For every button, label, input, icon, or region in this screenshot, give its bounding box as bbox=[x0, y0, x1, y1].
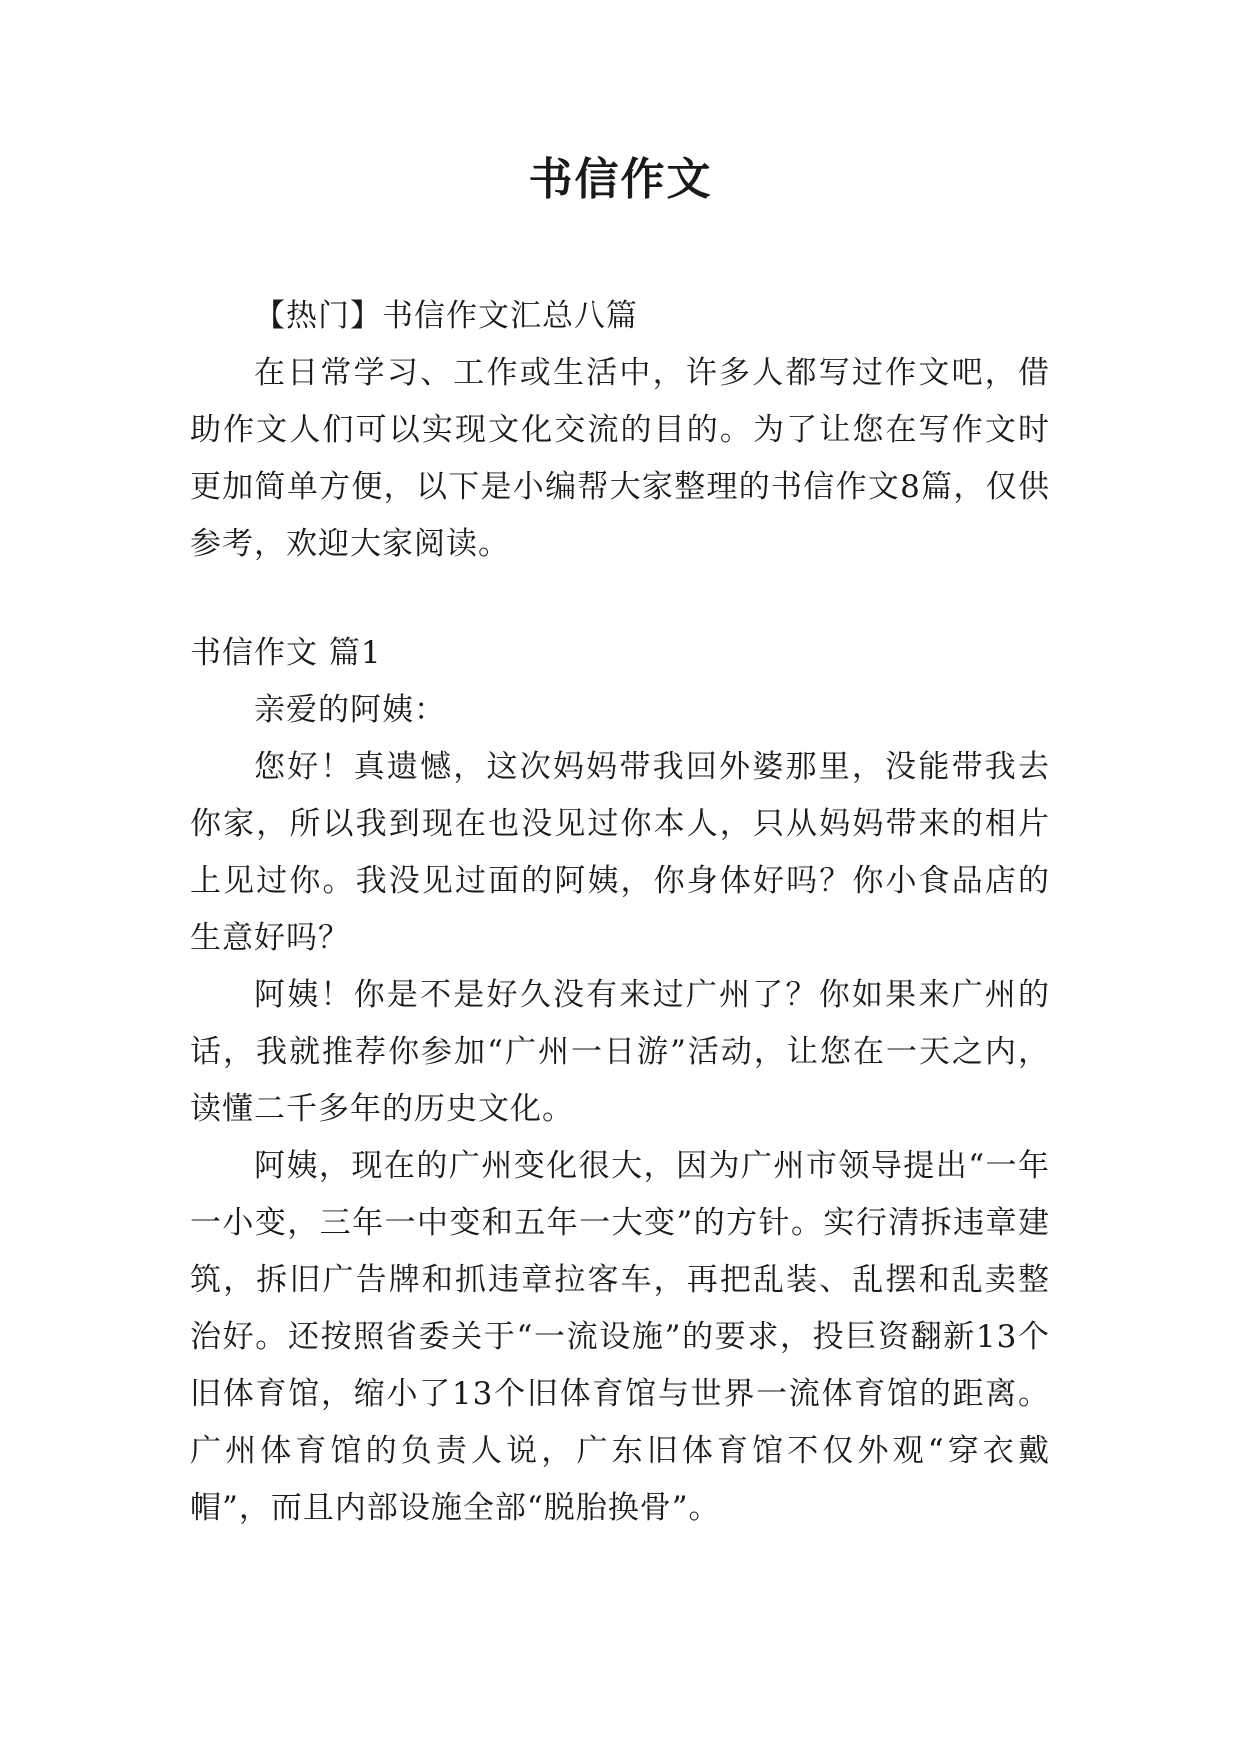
letter-paragraph: 阿姨！你是不是好久没有来过广州了？你如果来广州的话，我就推荐你参加“广州一日游”活动，让您在一天之内，读懂二千多年的历史文化。 bbox=[190, 977, 1050, 1127]
section-spacer bbox=[190, 573, 1050, 625]
intro-paragraph: 在日常学习、工作或生活中，许多人都写过作文吧，借助作文人们可以实现文化交流的目的。为了让您在写作文时更加简单方便，以下是小编帮大家整理的书信作文8篇，仅供参考，欢迎大家阅读。 bbox=[190, 355, 1050, 562]
letter-paragraph: 阿姨，现在的广州变化很大，因为广州市领导提出“一年一小变，三年一中变和五年一大变”的方针。实行清拆违章建筑，拆旧广告牌和抓违章拉客车，再把乱装、乱摆和乱卖整治好。还按照省委关于“一流设施”的要求，投巨资翻新13个旧体育馆，缩小了13个旧体育馆与世界一流体育馆的距离。广州体育馆的负责人说，广东旧体育馆不仅外观“穿衣戴帽”，而且内部设施全部“脱胎换骨”。 bbox=[190, 1148, 1050, 1526]
intro-heading: 【热门】书信作文汇总八篇 bbox=[254, 298, 638, 334]
letter-paragraph: 您好！真遗憾，这次妈妈带我回外婆那里，没能带我去你家，所以我到现在也没见过你本人，只从妈妈带来的相片上见过你。我没见过面的阿姨，你身体好吗？你小食品店的生意好吗？ bbox=[190, 749, 1050, 956]
section-title: 书信作文 篇1 bbox=[190, 635, 382, 671]
document-body bbox=[190, 288, 1050, 1537]
document-title: 书信作文 bbox=[528, 154, 713, 205]
letter-greeting: 亲爱的阿姨： bbox=[254, 692, 446, 728]
